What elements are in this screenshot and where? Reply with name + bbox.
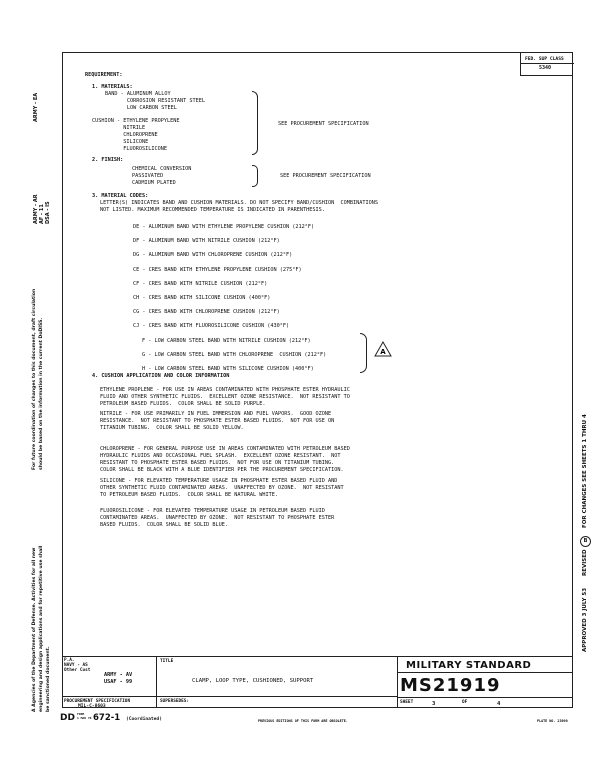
s1-brace <box>252 91 258 155</box>
sheet-total: 4 <box>497 701 501 707</box>
coordination-note: For future coordination of changes to this document, draft circulation should be based on the information in the current DoDISS. <box>32 288 44 470</box>
fsc-divider <box>521 63 574 64</box>
s1-band: BAND - ALUMINUM ALLOY CORROSION RESISTANT STEEL LOW CARBON STEEL <box>105 91 205 111</box>
tb-left-divider <box>156 656 157 708</box>
supersedes-label: SUPERSEDES: <box>160 699 190 704</box>
revision-flag-letter: A <box>380 348 386 356</box>
of-label: OF <box>462 700 468 705</box>
code-ce: CE - CRES BAND WITH ETHYLENE PROPYLENE CUSHION (275°F) <box>133 267 302 273</box>
s4-nitrile: NITRILE - FOR USE PRIMARILY IN FUEL IMMERSION AND FUEL VAPORS. GOOD OZONE RESISTANCE. NOT RESISTANT TO PHOSPHATE ESTER BASED FLUIDS. NOT FOR USE ON TITANIUM TUBING. COLOR SHALL BE SOLID YELLOW. <box>100 411 335 431</box>
code-de: DE - ALUMINUM BAND WITH ETHYLENE PROPYLENE CUSHION (212°F) <box>133 224 315 230</box>
changes-note: FOR CHANGES SEE SHEETS 1 THRU 4 <box>582 414 588 528</box>
s2-spec: SEE PROCUREMENT SPECIFICATION <box>280 173 371 179</box>
custodians: ARMY - AV USAF - 99 <box>104 672 133 685</box>
s1-cushion: CUSHION - ETHYLENE PROPYLENE NITRILE CHLOROPRENE SILICONE FLUOROSILICONE <box>92 118 180 152</box>
code-cj: CJ - CRES BAND WITH FLUOROSILICONE CUSHION (430°F) <box>133 323 290 329</box>
military-standard-heading: MILITARY STANDARD <box>406 660 532 671</box>
s4-ethylene: ETHYLENE PROPLENE - FOR USE IN AREAS CONTAMINATED WITH PHOSPHATE ESTER HYDRAULIC FLUID AND OTHER SYNTHETIC FLUIDS. EXCELLENT OZONE RESISTANCE. NOT RESISTANT TO PETROLEUM BASED FLUIDS. COLOR SHALL BE SOLID PURPLE. <box>100 387 350 407</box>
fsc-box <box>520 52 573 76</box>
s4-title: 4. CUSHION APPLICATION AND COLOR INFORMATION <box>92 373 230 379</box>
code-g: G - LOW CARBON STEEL BAND WITH CHLOROPRENE CUSHION (212°F) <box>142 352 327 358</box>
fsc-label: FED. SUP CLASS <box>525 57 564 62</box>
requirement-title: REQUIREMENT: <box>85 72 123 78</box>
coordinating-activities-tag: ARMY - AR AF - 11 DSA - IS <box>33 194 51 224</box>
code-cg: CG - CRES BAND WITH CHLOROPRENE CUSHION (212°F) <box>133 309 280 315</box>
proc-spec-value: MIL-C-8603 <box>78 704 106 709</box>
revised-label: REVISED <box>582 549 588 576</box>
code-dg: DG - ALUMINUM BAND WITH CHLOROPRENE CUSHION (212°F) <box>133 252 293 258</box>
sheet-label: SHEET <box>400 700 414 705</box>
proc-spec-label: PROCUREMENT SPECIFICATION <box>64 699 131 704</box>
s4-fluorosilicone: FLUOROSILICONE - FOR ELEVATED TEMPERATURE USAGE IN PETROLEUM BASED FLUID CONTAMINATED AREAS. UNAFFECTED BY OZONE. NOT RESISTANT TO PHOSPHATE ESTER BASED FLUIDS. COLOR SHALL BE SOLID BLUE. <box>100 508 335 528</box>
ms-number: MS21919 <box>400 675 501 696</box>
approved-date: APPROVED 3 JULY 53 <box>582 587 588 652</box>
code-h: H - LOW CARBON STEEL BAND WITH SILICONE CUSHION (400°F) <box>142 366 314 372</box>
s4-silicone: SILICONE - FOR ELEVATED TEMPERATURE USAGE IN PHOSPHATE ESTER BASED FLUID AND OTHER SYNTHETIC FLUID CONTAMINATED AREAS. UNAFFECTED BY OZONE. NOT RESISTANT TO PETROLEUM BASED FLUIDS. COLOR SHALL BE NATURAL WHITE. <box>100 478 344 498</box>
tb-ms-line-2 <box>397 697 573 698</box>
tb-proc-line <box>62 696 397 697</box>
s1-spec: SEE PROCUREMENT SPECIFICATION <box>278 121 369 127</box>
previous-editions-note: PREVIOUS EDITIONS OF THIS FORM ARE OBSOLETE. <box>258 719 348 723</box>
army-ea-tag: ARMY - EA <box>33 92 39 122</box>
s2-title: 2. FINISH: <box>92 157 124 163</box>
dd-mark: DD <box>60 713 75 723</box>
tb-top-line <box>62 656 573 657</box>
plate-number: PLATE NO. 23090 <box>537 719 568 723</box>
s2-items: CHEMICAL CONVERSION PASSIVATED CADMIUM PLATED <box>132 166 192 186</box>
tb-ms-line-1 <box>397 672 573 673</box>
code-f: F - LOW CARBON STEEL BAND WITH NITRILE CUSHION (212°F) <box>142 338 311 344</box>
tb-right-divider <box>397 656 398 708</box>
title-label: TITLE <box>160 659 174 664</box>
approval-note: A Agencies of the Department of Defense. Activities for all new engineering and design applications and for repetitive use shall be sanctioned document. <box>32 545 51 712</box>
revision-letter-circle: B <box>580 536 591 547</box>
form-coordinated: (Coordinated) <box>126 717 162 722</box>
s1-title: 1. MATERIALS: <box>92 84 133 90</box>
sheet-number: 3 <box>432 701 436 707</box>
code-df: DF - ALUMINUM BAND WITH NITRILE CUSHION (212°F) <box>133 238 280 244</box>
s4-chloroprene: CHLOROPRENE - FOR GENERAL PURPOSE USE IN AREAS CONTAMINATED WITH PETROLEUM BASED HYDRAULIC FLUIDS AND OCCASIONAL FUEL SPLASH. EXCELLENT OZONE RESISTANT. NOT RESISTANT TO PHOSPHATE ESTER BASED FLUIDS. NOT FOR USE ON TITANIUM TUBING. COLOR SHALL BE BLACK WITH A BLUE IDENTIFIER PER THE PROCUREMENT SPECIFICATION. <box>100 446 350 473</box>
s2-brace <box>252 165 258 187</box>
s3-title: 3. MATERIAL CODES: <box>92 193 149 199</box>
steel-brace <box>360 333 367 373</box>
code-cf: CF - CRES BAND WITH NITRILE CUSHION (212°F) <box>133 281 268 287</box>
form-small: FORM 1 MAR 70 <box>77 712 92 720</box>
revision-flag-icon <box>374 341 392 357</box>
preparing-activity: P.A. NAVY - AS Other Cust <box>64 658 91 673</box>
document-title: CLAMP, LOOP TYPE, CUSHIONED, SUPPORT <box>192 678 314 684</box>
fsc-value: 5340 <box>539 65 552 71</box>
code-ch: CH - CRES BAND WITH SILICONE CUSHION (400°F) <box>133 295 271 301</box>
form-number: 672-1 <box>93 713 121 723</box>
s3-intro: LETTER(S) INDICATES BAND AND CUSHION MATERIALS. DO NOT SPECIFY BAND/CUSHION COMBINATIONS NOT LISTED. MAXIMUM RECOMMENDED TEMPERATURE IS INDICATED IN PARENTHESIS. <box>100 200 378 213</box>
